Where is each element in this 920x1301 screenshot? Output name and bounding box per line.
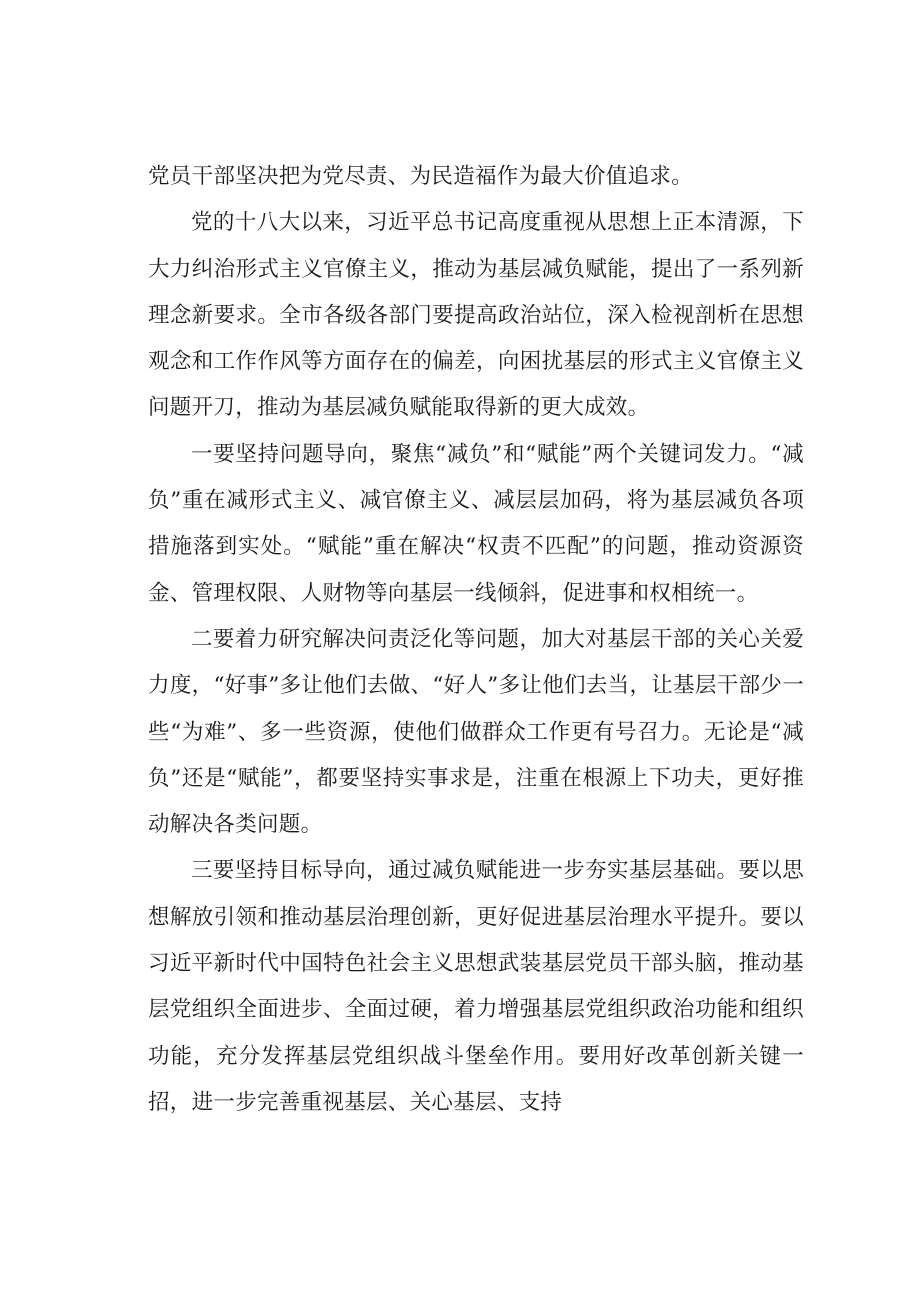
paragraph-point-three: 三要坚持目标导向，通过减负赋能进一步夯实基层基础。要以思想解放引领和推动基层治理创新，更好促进基层治理水平提升。要以习近平新时代中国特色社会主义思想武装基层党员干部头脑，推动基层党组织全面进步、全面过硬，着力增强基层党组织政治功能和组织功能，充分发挥基层党组织战斗堡垒作用。要用好改革创新关键一招，进一步完善重视基层、关心基层、支持	[148, 858, 804, 1115]
paragraph-continuation: 党员干部坚决把为党尽责、为民造福作为最大价值追求。	[148, 164, 694, 189]
paragraph-point-two: 二要着力研究解决问责泛化等问题，加大对基层干部的关心关爱力度，“好事”多让他们去做、“好人”多让他们去当，让基层干部少一些“为难”、多一些资源，使他们做群众工作更有号召力。无论是“减负”还是“赋能”，都要坚持实事求是，注重在根源上下功夫，更好推动解决各类问题。	[148, 626, 804, 838]
paragraph-intro: 党的十八大以来，习近平总书记高度重视从思想上正本清源，下大力纠治形式主义官僚主义，推动为基层减负赋能，提出了一系列新理念新要求。全市各级各部门要提高政治站位，深入检视剖析在思想观念和工作作风等方面存在的偏差，向困扰基层的形式主义官僚主义问题开刀，推动为基层减负赋能取得新的更大成效。	[148, 210, 804, 421]
document-body	[148, 154, 804, 1126]
paragraph-point-one: 一要坚持问题导向，聚焦“减负”和“赋能”两个关键词发力。“减负”重在减形式主义、减官僚主义、减层层加码，将为基层减负各项措施落到实处。“赋能”重在解决“权责不匹配”的问题，推动资源资金、管理权限、人财物等向基层一线倾斜，促进事和权相统一。	[148, 441, 804, 606]
